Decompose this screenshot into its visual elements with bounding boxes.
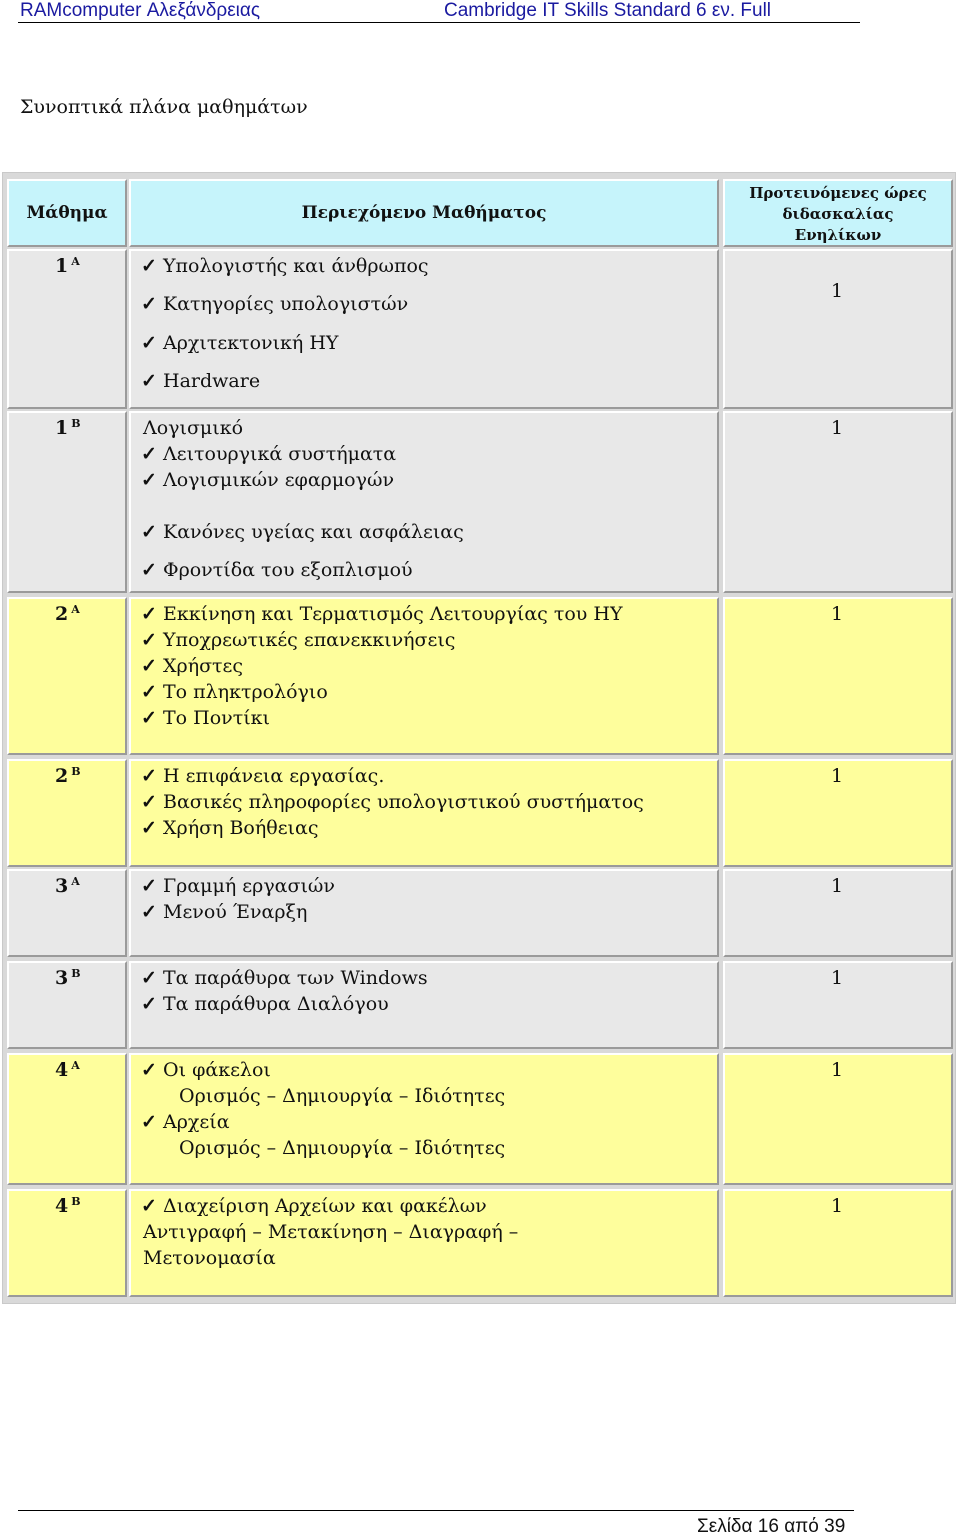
row-3a-hours-cell [723,869,953,957]
checkmark-icon: ✓ [141,603,157,625]
list-item: Λογισμικό [143,417,244,439]
row-4b-hours-cell [723,1189,953,1297]
checkmark-icon: ✓ [141,521,157,543]
row-3b-content-cell [129,961,719,1049]
list-item: ✓ Υποχρεωτικές επανεκκινήσεις [141,629,456,651]
list-item: ✓ Η επιφάνεια εργασίας. [141,765,385,787]
row-4a-lesson-cell [7,1053,127,1185]
checkmark-icon: ✓ [141,370,157,392]
checkmark-icon: ✓ [141,255,157,277]
list-item: ✓ Αρχεία [141,1111,230,1133]
checkmark-icon: ✓ [141,681,157,703]
list-item: ✓ Γραμμή εργασιών [141,875,335,897]
checkmark-icon: ✓ [141,629,157,651]
checkmark-icon: ✓ [141,1059,157,1081]
checkmark-icon: ✓ [141,655,157,677]
list-item: ✓ Τα παράθυρα των Windows [141,967,428,989]
row-1b-hours-cell [723,411,953,593]
list-item: ✓ Μενού Έναρξη [141,901,308,923]
list-item: ✓ Οι φάκελοι [141,1059,271,1081]
row-4a-hours-cell [723,1053,953,1185]
checkmark-icon: ✓ [141,559,157,581]
checkmark-icon: ✓ [141,901,157,923]
checkmark-icon: ✓ [141,332,157,354]
row-1b-lesson-cell [7,411,127,593]
list-item: ✓ Βασικές πληροφορίες υπολογιστικού συστήματος [141,791,644,813]
checkmark-icon: ✓ [141,993,157,1015]
row-2a-content-cell [129,597,719,755]
checkmark-icon: ✓ [141,1111,157,1133]
header-cell-hours [723,179,953,247]
checkmark-icon: ✓ [141,443,157,465]
list-item: Ορισμός – Δημιουργία – Ιδιότητες [179,1085,506,1107]
row-2b-hours: 1 [831,765,844,787]
row-4b-lesson: 4 $^B$ [55,1195,81,1217]
row-2a-hours-cell [723,597,953,755]
list-item: ✓ Λογισμικών εφαρμογών [141,469,395,491]
list-item: ✓ Κατηγορίες υπολογιστών [141,293,409,315]
row-3b-lesson: 3 $^B$ [55,967,81,989]
list-item: ✓ Χρήση Βοήθειας [141,817,319,839]
checkmark-icon: ✓ [141,875,157,897]
row-2b-hours-cell [723,759,953,867]
checkmark-icon: ✓ [141,817,157,839]
footer-rule [18,1510,854,1511]
row-2b-content-cell [129,759,719,867]
row-1a-hours-cell [723,249,953,409]
list-item: Ορισμός – Δημιουργία – Ιδιότητες [179,1137,506,1159]
list-item: ✓ Διαχείριση Αρχείων και φακέλων [141,1195,487,1217]
page-number: Σελίδα 16 από 39 [697,1516,846,1537]
checkmark-icon: ✓ [141,707,157,729]
row-3b-hours-cell [723,961,953,1049]
page-header [18,0,860,23]
list-item: ✓ Το Ποντίκι [141,707,270,729]
row-3b-hours: 1 [831,967,844,989]
list-item: ✓ Το πληκτρολόγιο [141,681,328,703]
list-item: ✓ Κανόνες υγείας και ασφάλειας [141,521,464,543]
row-4b-hours: 1 [831,1195,844,1217]
row-4b-content-cell [129,1189,719,1297]
row-2b-lesson-cell [7,759,127,867]
list-item: ✓ Τα παράθυρα Διαλόγου [141,993,389,1015]
list-item: ✓ Φροντίδα του εξοπλισμού [141,559,413,581]
row-3a-content-cell [129,869,719,957]
row-3a-hours: 1 [831,875,844,897]
list-item: ✓ Λειτουργικά συστήματα [141,443,397,465]
header-right-text: Cambridge IT Skills Standard 6 εν. Full [444,0,772,21]
list-item: ✓ Χρήστες [141,655,244,677]
header-cell-content [129,179,719,247]
checkmark-icon: ✓ [141,765,157,787]
row-1b-content-cell [129,411,719,593]
row-1a-hours: 1 [831,280,844,302]
row-2a-lesson-cell [7,597,127,755]
header-left-text: RAMcomputer Αλεξάνδρειας [20,0,261,21]
row-4a-content-cell [129,1053,719,1185]
list-item: ✓ Αρχιτεκτονική ΗΥ [141,332,339,354]
row-1a-lesson: 1 $^A$ [55,255,80,277]
row-1b-hours: 1 [831,417,844,439]
row-3a-lesson: 3 $^A$ [55,875,80,897]
row-2a-hours: 1 [831,603,844,625]
row-4b-lesson-cell [7,1189,127,1297]
lesson-plan-table [2,172,956,1304]
list-item: ✓ Hardware [141,370,261,392]
checkmark-icon: ✓ [141,1195,157,1217]
header-hours-line-2: διδασκαλίας [782,205,894,223]
header-cell-lesson [7,179,127,247]
row-1a-lesson-cell [7,249,127,409]
header-hours-line-3: Ενηλίκων [794,226,882,244]
list-item: ✓ Εκκίνηση και Τερματισμός Λειτουργίας του ΗΥ [141,603,623,625]
header-hours-line-1: Προτεινόμενες ώρες [749,184,927,202]
row-2b-lesson: 2 $^B$ [55,765,81,787]
page-title: Συνοπτικά πλάνα μαθημάτων [20,96,308,118]
checkmark-icon: ✓ [141,791,157,813]
row-1a-content-cell [129,249,719,409]
checkmark-icon: ✓ [141,469,157,491]
row-4a-hours: 1 [831,1059,844,1081]
header-content-label: Περιεχόμενο Μαθήματος [301,203,547,223]
row-4a-lesson: 4 $^A$ [55,1059,80,1081]
checkmark-icon: ✓ [141,967,157,989]
checkmark-icon: ✓ [141,293,157,315]
header-lesson-label: Μάθημα [26,203,108,223]
list-item: Αντιγραφή – Μετακίνηση – Διαγραφή – [143,1221,519,1243]
row-3b-lesson-cell [7,961,127,1049]
row-1b-lesson: 1 $^B$ [55,417,81,439]
list-item: ✓ Υπολογιστής και άνθρωπος [141,255,429,277]
list-item: Μετονομασία [143,1247,276,1269]
row-3a-lesson-cell [7,869,127,957]
row-2a-lesson: 2 $^A$ [55,603,80,625]
